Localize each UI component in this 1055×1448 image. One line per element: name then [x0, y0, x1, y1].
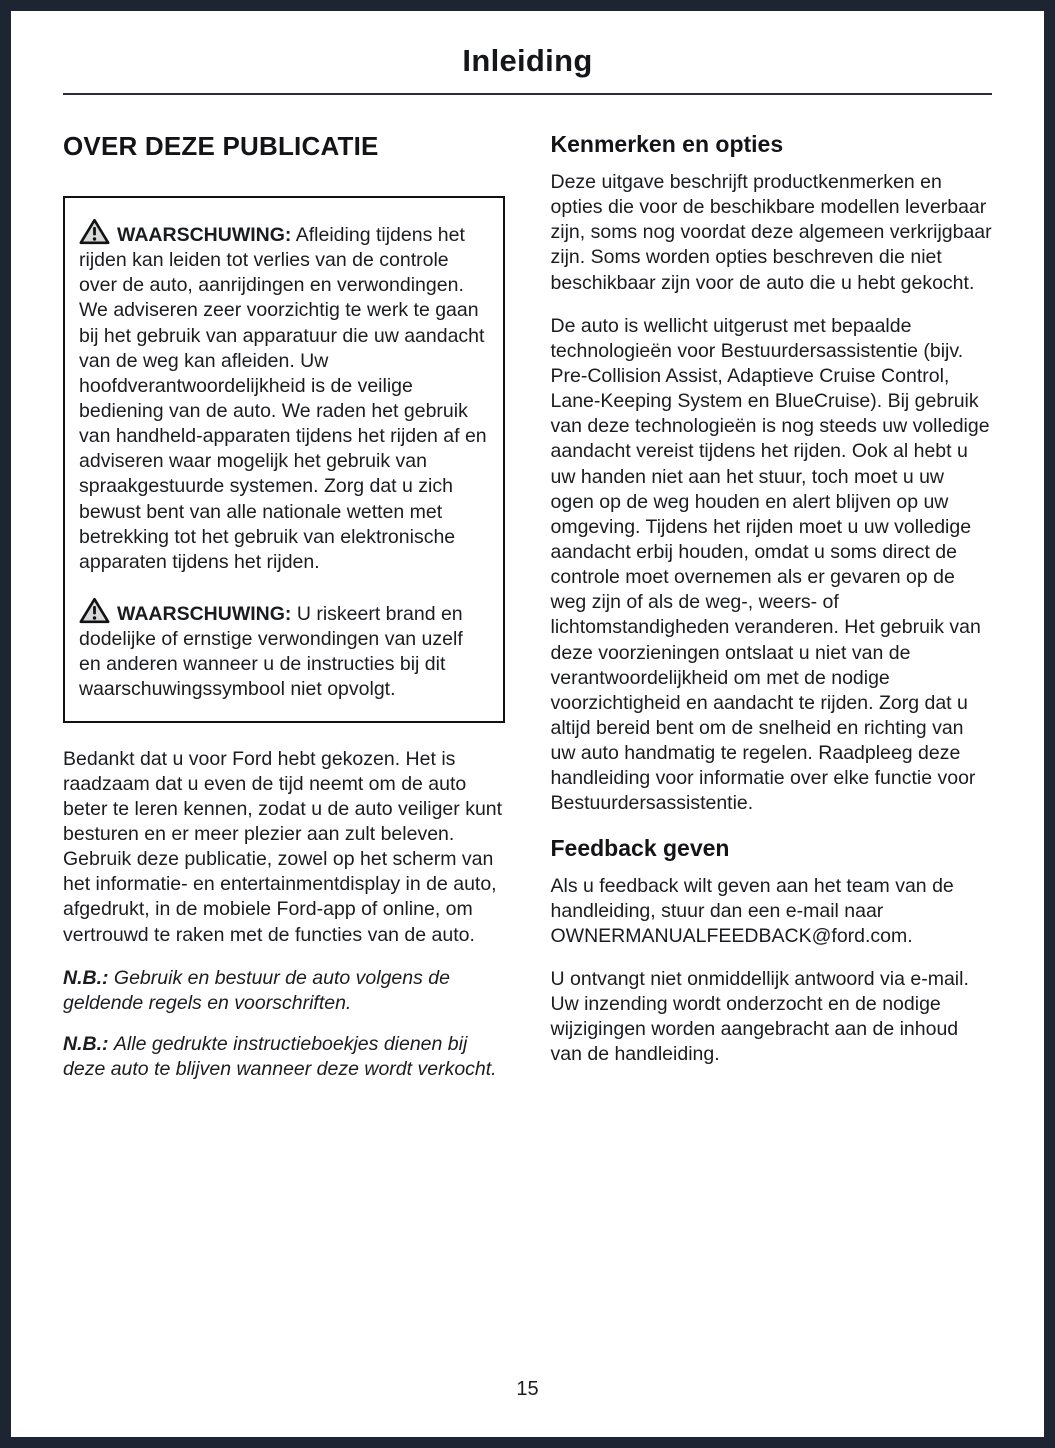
features-paragraph-1: Deze uitgave beschrijft productkenmerken en opties die voor de beschikbare modellen leverbaar zijn, soms nog voordat deze algemeen verkrijgbaar zijn. Soms worden opties beschreven die niet beschikbaar zijn voor de auto die u hebt gekocht.: [550, 171, 992, 294]
left-column: [63, 131, 505, 1098]
page-title: Inleiding: [462, 43, 593, 78]
feedback-paragraph-2: U ontvangt niet onmiddellijk antwoord via e-mail. Uw inzending wordt onderzocht en de nodige wijzigingen worden aangebracht aan de inhoud van de handleiding.: [550, 967, 969, 1066]
warning-label: WAARSCHUWING:: [117, 602, 292, 625]
right-column: [551, 131, 993, 1086]
warning-paragraph-1: [79, 218, 489, 575]
note-label: N.B.:: [63, 966, 109, 989]
page-number: 15: [516, 1378, 539, 1400]
page-header: [63, 37, 992, 95]
note-paragraph-1: [63, 966, 505, 1016]
page-footer: [63, 1378, 992, 1415]
features-paragraph-2: De auto is wellicht uitgerust met bepaalde technologieën voor Bestuurdersassistentie (bijv. Pre-Collision Assist, Adaptieve Cruise Control, Lane-Keeping System en BlueCruise). Bij gebruik van deze technologieën is nog steeds uw volledige aandacht vereist tijdens het rijden. Ook al hebt u uw handen niet aan het stuur, toch moet u uw ogen op de weg houden en alert blijven op uw omgeving. Tijdens het rijden moet u uw volledige aandacht erbij houden, omdat u soms direct de controle moet overnemen als er gevaren op de weg zijn of als de weg-, weers- of lichtomstandigheden veranderen. Het gebruik van deze voorzieningen ontslaat u niet van de verantwoordelijkheid om met de nodige voorzichtigheid en aandacht te rijden. Zorg dat u altijd bereid bent om de snelheid en richting van uw auto handmatig te regelen. Raadpleeg deze handleiding voor informatie over elke functie voor Bestuurdersassistentie.: [550, 314, 990, 815]
note-text: Alle gedrukte instructieboekjes dienen bij deze auto te blijven wanneer deze wordt verkocht.: [63, 1032, 497, 1081]
section-heading-feedback-geven: Feedback geven: [550, 834, 730, 861]
warning-text: Afleiding tijdens het rijden kan leiden tot verlies van de controle over de auto, aanrijdingen en verwondingen. We adviseren zeer voorzichtig te werk te gaan bij het gebruik van apparatuur die uw aandacht van de weg kan afleiden. Uw hoofdverantwoordelijkheid is de veilige bediening van de auto. We raden het gebruik van handheld-apparaten tijdens het rijden af en adviseren waar mogelijk het gebruik van spraakgestuurde systemen. Zorg dat u zich bewust bent van alle nationale wetten met betrekking tot het gebruik van elektronische apparaten tijdens het rijden.: [79, 224, 487, 573]
feedback-paragraph-1: Als u feedback wilt geven aan het team van de handleiding, stuur dan een e-mail naar OWNERMANUALFEEDBACK@ford.com.: [550, 874, 954, 947]
warning-triangle-icon: [79, 597, 110, 624]
note-label: N.B.:: [63, 1032, 109, 1055]
warning-label: WAARSCHUWING:: [117, 224, 292, 246]
intro-paragraph: Bedankt dat u voor Ford hebt gekozen. Het is raadzaam dat u even de tijd neemt om de auto beter te leren kennen, zodat u de auto veiliger kunt besturen en er meer plezier aan zult beleven. Gebruik deze publicatie, zowel op het scherm van het informatie- en entertainmentdisplay in de auto, afgedrukt, in de mobiele Ford-app of online, om vertrouwd te raken met de functies van de auto.: [63, 747, 503, 946]
warning-paragraph-2: [79, 597, 489, 703]
note-text: Gebruik en bestuur de auto volgens de geldende regels en voorschriften.: [63, 966, 450, 1014]
title-divider: [63, 93, 992, 95]
warning-box: [63, 196, 505, 723]
warning-text: U riskeert brand en dodelijke of ernstige verwondingen van uzelf en anderen wanneer u de instructies bij dit waarschuwingssymbool niet opvolgt.: [79, 602, 463, 701]
section-heading-over-deze-publicatie: OVER DEZE PUBLICATIE: [63, 131, 379, 161]
warning-triangle-icon: [79, 218, 110, 245]
note-paragraph-2: [63, 1032, 505, 1082]
two-column-layout: [63, 131, 992, 1378]
section-heading-kenmerken-en-opties: Kenmerken en opties: [550, 131, 784, 157]
